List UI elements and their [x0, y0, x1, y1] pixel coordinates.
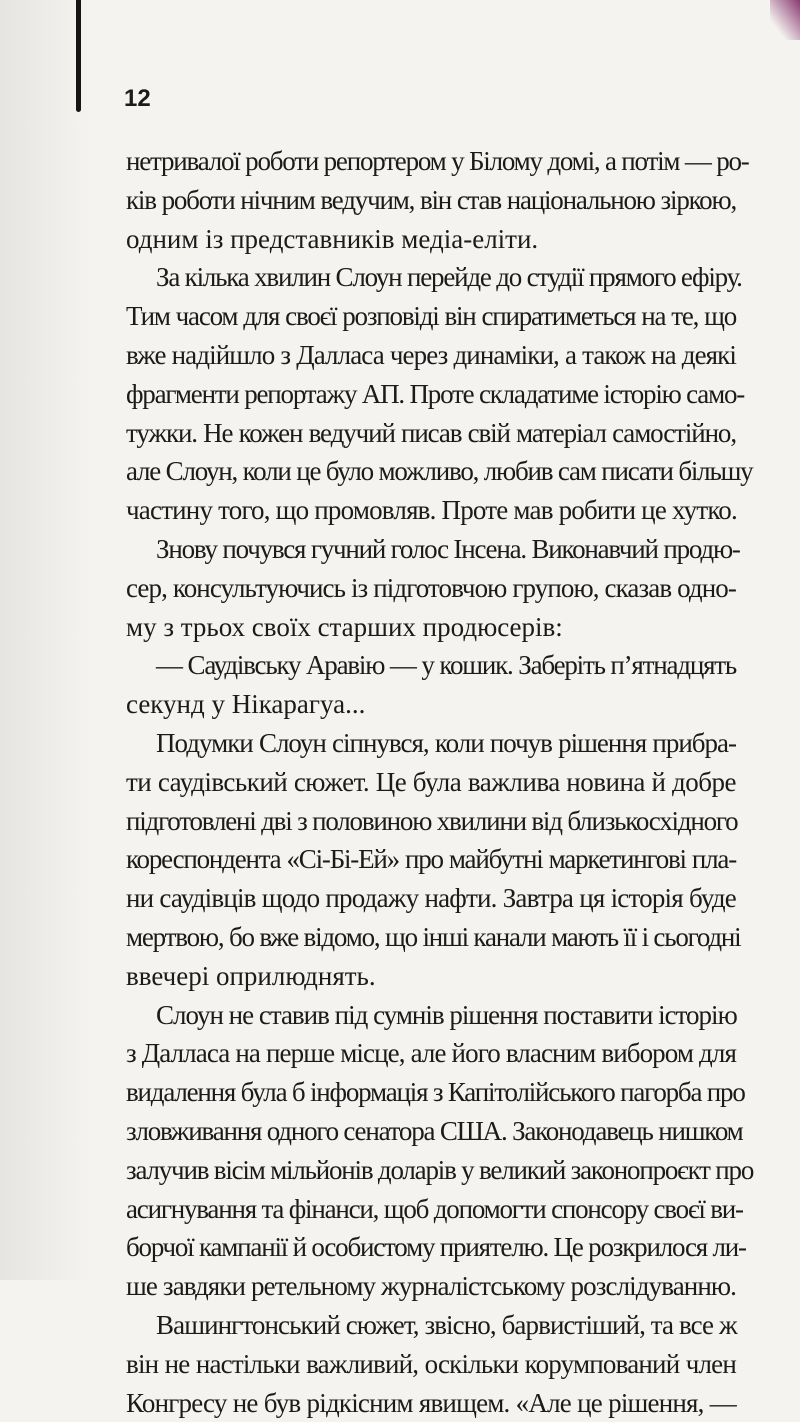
text-line: з Далласа на перше місце, але його власним вибором для — [126, 1034, 736, 1073]
text-line: Тим часом для своєї розповіді він спиратиметься на те, що — [126, 297, 736, 336]
text-line: ше завдяки ретельному журналістському розслідуванню. — [126, 1267, 736, 1306]
text-line: Подумки Слоун сіпнувся, коли почув рішення прибра- — [126, 724, 736, 763]
text-line: борчої кампанії й особистому приятелю. Це розкрилося ли- — [126, 1228, 736, 1267]
text-line: зловживання одного сенатора США. Законодавець нишком — [126, 1112, 736, 1151]
text-line: мертвою, бо вже відомо, що інші канали мають її і сьогодні — [126, 918, 736, 957]
body-text — [126, 142, 736, 1422]
text-line: Знову почувся гучний голос Інсена. Виконавчий продю- — [126, 530, 736, 569]
text-line: Слоун не ставив під сумнів рішення поставити історію — [126, 996, 736, 1035]
text-line: нетривалої роботи репортером у Білому домі, а потім — ро- — [126, 142, 736, 181]
book-spine-edge — [76, 0, 81, 112]
text-line: ни саудівців щодо продажу нафти. Завтра ця історія буде — [126, 879, 736, 918]
text-line: вже надійшло з Далласа через динаміки, а також на деякі — [126, 336, 736, 375]
text-line: тужки. Не кожен ведучий писав свій матеріал самостійно, — [126, 414, 736, 453]
text-line: ввечері оприлюднять. — [126, 957, 736, 996]
text-line: видалення була б інформація з Капітолійського пагорба про — [126, 1073, 736, 1112]
text-line: фрагменти репортажу АП. Проте складатиме історію само- — [126, 375, 736, 414]
text-line: Конгресу не був рідкісним явищем. «Але це рішення, — — [126, 1384, 736, 1422]
page-number: 12 — [124, 84, 151, 114]
text-line: секунд у Нікарагуа... — [126, 685, 736, 724]
text-line: — Саудівську Аравію — у кошик. Заберіть п’ятнадцять — [126, 646, 736, 685]
text-line: асигнування та фінанси, щоб допомогти спонсору своєї ви- — [126, 1190, 736, 1229]
text-line: му з трьох своїх старших продюсерів: — [126, 608, 736, 647]
text-line: підготовлені дві з половиною хвилини від близькосхідного — [126, 802, 736, 841]
text-line: він не настільки важливий, оскільки корумпований член — [126, 1345, 736, 1384]
text-line: залучив вісім мільйонів доларів у великий законопроєкт про — [126, 1151, 736, 1190]
text-line: За кілька хвилин Слоун перейде до студії прямого ефіру. — [126, 258, 736, 297]
page-corner-tint — [770, 0, 800, 40]
text-line: одним із представників медіа-еліти. — [126, 220, 736, 259]
text-line: Вашингтонський сюжет, звісно, барвистіший, та все ж — [126, 1306, 736, 1345]
text-line: частину того, що промовляв. Проте мав робити це хутко. — [126, 491, 736, 530]
text-line: ків роботи нічним ведучим, він став національною зіркою, — [126, 181, 736, 220]
text-line: але Слоун, коли це було можливо, любив сам писати більшу — [126, 452, 736, 491]
text-line: кореспондента «Сі-Бі-Ей» про майбутні маркетингові пла- — [126, 840, 736, 879]
text-line: сер, консультуючись із підготовчою групою, сказав одно- — [126, 569, 736, 608]
page-gutter-shadow — [0, 0, 90, 1280]
text-line: ти саудівський сюжет. Це була важлива новина й добре — [126, 763, 736, 802]
